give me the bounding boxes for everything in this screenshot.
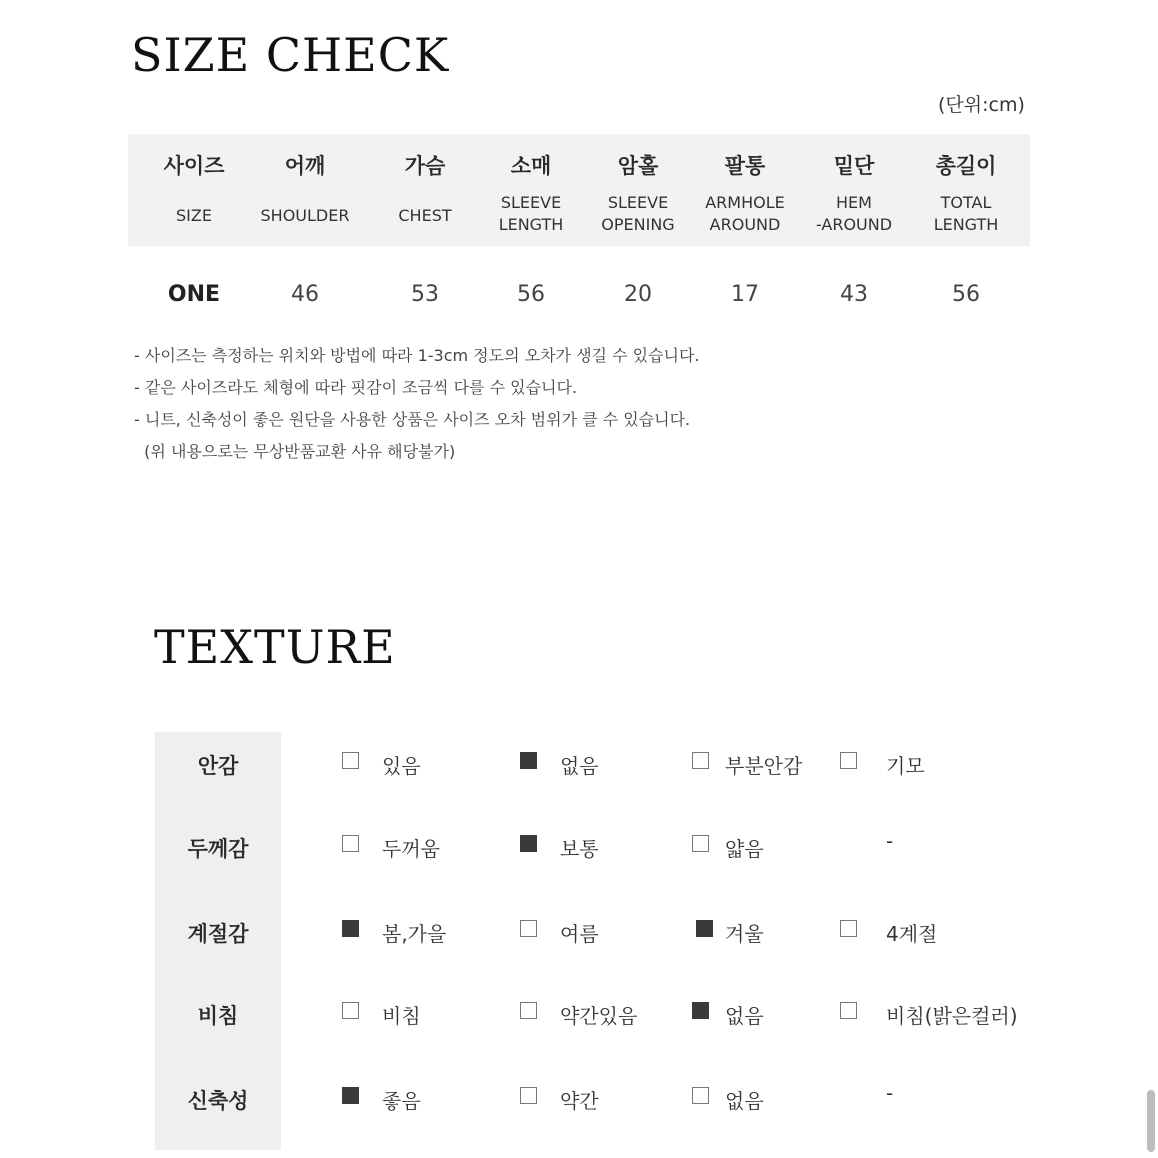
option-label: 약간있음: [560, 1004, 638, 1028]
row-label: 안감: [197, 754, 239, 778]
checkbox: [692, 1087, 709, 1104]
scrollbar-thumb[interactable]: [1147, 1090, 1155, 1152]
checkbox: [696, 920, 713, 937]
checkbox: [342, 835, 359, 852]
option-label: 겨울: [725, 922, 764, 946]
option-label: 기모: [886, 754, 925, 778]
checkbox: [692, 1002, 709, 1019]
option-label: 없음: [725, 1089, 764, 1113]
column-header-en: ARMHOLE AROUND: [705, 193, 785, 234]
column-header-ko: 소매: [510, 154, 552, 178]
checkbox: [520, 835, 537, 852]
checkbox: [342, 752, 359, 769]
option-label: 없음: [560, 754, 599, 778]
unit-label: (단위:cm): [938, 94, 1025, 116]
checkbox: [342, 1002, 359, 1019]
option-label: 얇음: [725, 837, 764, 861]
option-label: 비침(밝은컬러): [886, 1004, 1018, 1028]
checkbox: [520, 1087, 537, 1104]
checkbox: [692, 835, 709, 852]
column-header-ko: 어깨: [284, 154, 326, 178]
column-header-ko: 사이즈: [163, 154, 225, 178]
note-line: - 같은 사이즈라도 체형에 따라 핏감이 조금씩 다를 수 있습니다.: [134, 378, 578, 397]
checkbox: [840, 752, 857, 769]
texture-row-thickness: [0, 825, 1158, 865]
column-header-ko: 가슴: [404, 154, 446, 178]
chest-value: 53: [411, 282, 439, 307]
total-length-value: 56: [952, 282, 980, 307]
column-header-en: CHEST: [398, 206, 452, 225]
size-check-title: SIZE CHECK: [131, 28, 450, 82]
texture-row-sheerness: [0, 992, 1158, 1032]
texture-row-stretch: [0, 1077, 1158, 1117]
column-header-en: SLEEVE LENGTH: [498, 193, 564, 234]
sleeve-opening-value: 20: [624, 282, 652, 307]
no-option-dash: -: [886, 829, 894, 853]
shoulder-value: 46: [291, 282, 319, 307]
checkbox: [520, 1002, 537, 1019]
option-label: 부분안감: [725, 754, 803, 778]
note-line: - 니트, 신축성이 좋은 원단을 사용한 상품은 사이즈 오차 범위가 클 수 있습니다.: [134, 410, 691, 429]
row-label: 두께감: [187, 837, 249, 861]
checkbox: [342, 920, 359, 937]
checkbox: [520, 752, 537, 769]
column-header-ko: 암홀: [617, 154, 659, 178]
texture-row-season: [0, 910, 1158, 950]
column-header-en: SHOULDER: [260, 206, 350, 225]
hem-value: 43: [840, 282, 868, 307]
option-label: 있음: [382, 754, 421, 778]
column-header-ko: 밑단: [833, 154, 875, 178]
option-label: 없음: [725, 1004, 764, 1028]
checkbox: [520, 920, 537, 937]
size-notes: [134, 340, 700, 468]
option-label: 봄,가을: [382, 922, 447, 946]
checkbox: [692, 752, 709, 769]
option-label: 여름: [560, 922, 599, 946]
armhole-value: 17: [731, 282, 759, 307]
row-label: 신축성: [187, 1089, 249, 1113]
checkbox: [840, 1002, 857, 1019]
note-line: (위 내용으로는 무상반품교환 사유 해당불가): [134, 442, 456, 461]
option-label: 4계절: [886, 922, 938, 946]
note-line: - 사이즈는 측정하는 위치와 방법에 따라 1-3cm 정도의 오차가 생길 수 있습니다.: [134, 346, 700, 365]
column-header-ko: 총길이: [935, 154, 997, 178]
row-label: 계절감: [187, 922, 249, 946]
column-header-en: HEM -AROUND: [815, 193, 893, 234]
texture-row-lining: [0, 742, 1158, 782]
option-label: 좋음: [382, 1089, 421, 1113]
row-label: 비침: [197, 1004, 239, 1028]
column-header-en: TOTAL LENGTH: [933, 193, 999, 234]
column-header-en: SIZE: [176, 206, 212, 225]
option-label: 약간: [560, 1089, 599, 1113]
no-option-dash: -: [886, 1081, 894, 1105]
option-label: 보통: [560, 837, 599, 861]
column-header-en: SLEEVE OPENING: [601, 193, 675, 234]
checkbox: [840, 920, 857, 937]
sleeve-length-value: 56: [517, 282, 545, 307]
option-label: 두꺼움: [382, 837, 440, 861]
column-header-ko: 팔통: [724, 154, 766, 178]
size-value: ONE: [167, 282, 221, 307]
texture-title: TEXTURE: [154, 620, 396, 674]
checkbox: [342, 1087, 359, 1104]
option-label: 비침: [382, 1004, 421, 1028]
